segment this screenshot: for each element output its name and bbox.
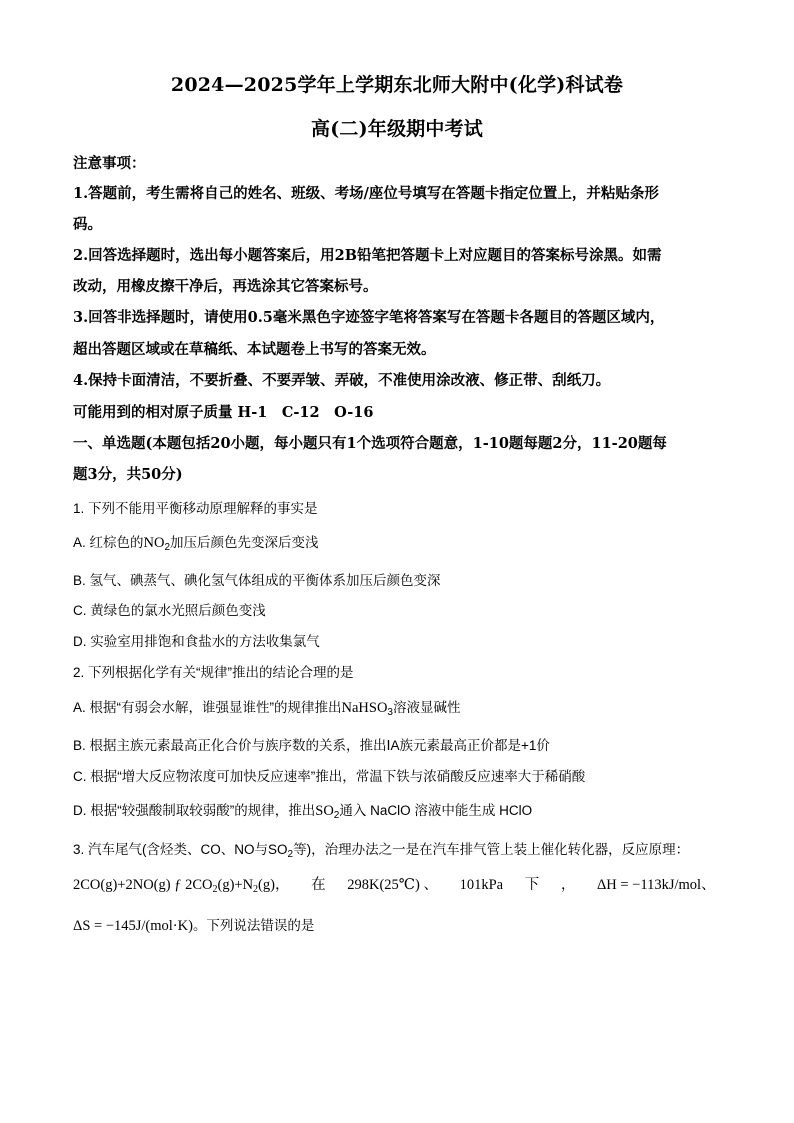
q3-cond-pressure: 101kPa (459, 877, 504, 893)
q1-option-a (73, 531, 319, 552)
exam-subtitle: 高(二)年级期中考试 (311, 118, 483, 140)
q2-option-b: B. 根据主族元素最高正化合价与族序数的关系，推出ⅠA族元素最高正价都是+1价 (73, 738, 550, 753)
notes-heading: 注意事项： (73, 155, 146, 172)
note-2-line-1: 2.回答选择题时，选出每小题答案后，用2B铅笔把答题卡上对应题目的答案标号涂黑。如需 (73, 247, 662, 264)
q3-eq-left: 2CO(g)+2NO(g) ƒ 2CO (73, 877, 213, 893)
q3-cond-sep: 、 (423, 877, 438, 893)
note-3-line-1: 3.回答非选择题时，请使用0.5毫米黑色字迹签字笔将答案写在答题卡各题目的答题区域内， (73, 309, 665, 326)
note-4: 4.保持卡面清洁，不要折叠、不要弄皱、弄破，不准使用涂改液、修正带、刮纸刀。 (73, 372, 611, 389)
note-1-line-2: 码。 (73, 216, 102, 233)
q1-option-d: D. 实验室用排饱和食盐水的方法收集氯气 (73, 634, 320, 649)
q3-stem-subscript: 2 (287, 849, 294, 860)
q2-option-c: C. 根据“增大反应物浓度可加快反应速率”推出，常温下铁与浓硝酸反应速率大于稀硝酸 (73, 769, 586, 784)
q1-a-formula: NO (143, 535, 165, 551)
q1-option-c: C. 黄绿色的氯水光照后颜色变浅 (73, 603, 266, 618)
q3-cond-under: 下 (524, 877, 540, 893)
q3-cond-at: 在 (311, 877, 326, 893)
q1-option-b: B. 氢气、碘蒸气、碘化氢气体组成的平衡体系加压后颜色变深 (73, 573, 441, 588)
q3-eq-sub2: 2 (253, 884, 259, 895)
section-heading-line-2: 题3分，共50分) (73, 466, 183, 483)
q3-entropy: ΔS = −145J/(mol·K) (73, 918, 193, 934)
q3-eq-sub1: 2 (212, 884, 218, 895)
q1-a-text-end: 加压后颜色先变深后变浅 (170, 535, 319, 550)
q2-d-text: D. 根据“较强酸制取较弱酸”的规律，推出 (73, 803, 316, 818)
q2-a-text: A. 根据“有弱会水解，谁强显谁性”的规律推出 (73, 700, 342, 715)
q2-a-subscript: 3 (387, 707, 393, 718)
q2-a-text-end: 溶液显碱性 (392, 700, 461, 715)
q3-enthalpy: ΔH = −113kJ/mol (596, 877, 702, 893)
atomic-masses: 可能用到的相对原子质量 H-1 C-12 O-16 (73, 404, 374, 421)
q2-option-a (73, 696, 460, 717)
q3-cond-comma: ， (560, 877, 576, 893)
section-heading-line-1: 一、单选题(本题包括20小题，每小题只有1个选项符合题意，1-10题每题2分，11-20题每 (73, 435, 667, 452)
q3-eq-mid: (g)+N (217, 877, 254, 893)
q2-d-subscript: 2 (333, 810, 340, 821)
exam-title: 2024—2025学年上学期东北师大附中(化学)科试卷 (170, 74, 624, 96)
q3-equation-line (73, 873, 716, 894)
q2-option-d (73, 799, 532, 820)
q3-stem-text-end: 等)，治理办法之一是在汽车排气管上装上催化转化器，反应原理： (293, 842, 690, 857)
q1-a-subscript: 2 (164, 542, 171, 553)
note-1-line-1: 1.答题前，考生需将自己的姓名、班级、考场/座位号填写在答题卡指定位置上，并粘贴条形 (73, 185, 659, 202)
q3-stem-text: 3. 汽车尾气(含烃类、CO、NO与SO (73, 842, 288, 857)
note-2-line-2: 改动，用橡皮擦干净后，再选涂其它答案标号。 (73, 278, 378, 295)
q3-entropy-line (73, 914, 314, 935)
q3-question: 。下列说法错误的是 (192, 918, 315, 933)
q2-d-text-end: 通入 NaClO 溶液中能生成 HClO (339, 803, 533, 818)
q3-eq-right: (g)， (258, 877, 290, 893)
note-3-line-2: 超出答题区域或在草稿纸、本试题卷上书写的答案无效。 (73, 341, 436, 358)
q3-cond-temp: 298K(25℃) (347, 877, 420, 893)
q1-a-text: A. 红棕色的 (73, 535, 144, 550)
q3-enthalpy-sep: 、 (701, 877, 716, 893)
q2-a-formula: NaHSO (341, 700, 388, 716)
q2-stem: 2. 下列根据化学有关“规律”推出的结论合理的是 (73, 665, 354, 680)
q2-d-formula: SO (315, 803, 334, 819)
q3-stem (73, 838, 689, 858)
q1-stem: 1. 下列不能用平衡移动原理解释的事实是 (73, 501, 318, 516)
